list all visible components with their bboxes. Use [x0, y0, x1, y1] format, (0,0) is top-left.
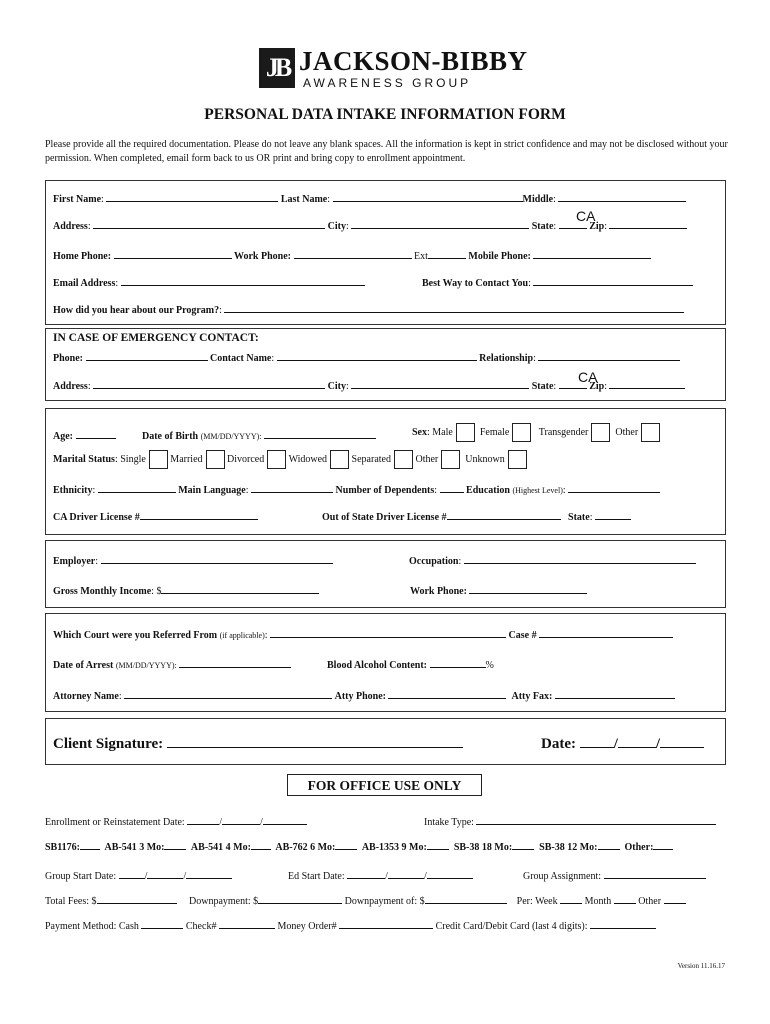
money-order-label: Money Order#: [277, 921, 337, 932]
court-row: Which Court were you Referred From (if applicable): Case #: [53, 628, 673, 641]
emergency-header: IN CASE OF EMERGENCY CONTACT:: [53, 332, 259, 344]
arrest-row: [53, 658, 291, 671]
dob-label: Date of Birth: [142, 431, 199, 442]
intake-field[interactable]: [476, 815, 716, 825]
ext-label: Ext: [414, 251, 428, 262]
dependents-field[interactable]: [440, 483, 464, 493]
oos-state-field[interactable]: [595, 510, 631, 520]
oos-license-field[interactable]: [447, 510, 561, 520]
atty-fax-label: Atty Fax:: [511, 691, 553, 702]
relationship-field[interactable]: [538, 351, 680, 361]
emergency-address-field[interactable]: [93, 379, 325, 389]
program-row: [45, 840, 673, 853]
heard-row: How did you hear about our Program?:: [53, 303, 684, 316]
program-ab762-6-field[interactable]: [335, 840, 357, 850]
credit-card-field[interactable]: [590, 919, 656, 929]
contact-name-field[interactable]: [277, 351, 477, 361]
sex-other-checkbox[interactable]: [641, 423, 660, 442]
employer-field[interactable]: [101, 554, 333, 564]
bac-field[interactable]: [430, 658, 486, 668]
group-start-month[interactable]: [119, 869, 145, 879]
program-sb38-18-field[interactable]: [512, 840, 534, 850]
program-ab1353-9: AB-1353 9 Mo:: [361, 842, 427, 853]
sig-date-day[interactable]: [618, 735, 656, 748]
occupation-label: Occupation: [409, 556, 459, 567]
oos-state-label: State: [568, 512, 590, 523]
state-label: State: [531, 221, 554, 232]
program-ab1353-9-field[interactable]: [427, 840, 449, 850]
month-field[interactable]: [614, 894, 636, 904]
signature-date-row: Date: / /: [541, 735, 704, 753]
occupation-field[interactable]: [464, 554, 696, 564]
first-name-field[interactable]: [106, 192, 278, 202]
address-field[interactable]: [93, 219, 325, 229]
emergency-address-label: Address: [53, 381, 88, 392]
program-ab541-3-field[interactable]: [164, 840, 186, 850]
ethnicity-label: Ethnicity: [53, 485, 93, 496]
marital-other-label: Other: [415, 453, 439, 465]
marital-label: Marital Status: [53, 453, 115, 465]
address-row: Address: City: State: Zip:: [53, 219, 687, 232]
email-label: Email Address: [53, 278, 116, 289]
downpayment-field[interactable]: [258, 894, 342, 904]
group-assign-field[interactable]: [604, 869, 706, 879]
program-sb38-12: SB-38 12 Mo:: [539, 842, 598, 853]
enroll-year[interactable]: [263, 815, 307, 825]
sig-date-month[interactable]: [580, 735, 614, 748]
court-field[interactable]: [270, 628, 506, 638]
mobile-phone-field[interactable]: [533, 249, 651, 259]
city-field[interactable]: [351, 219, 529, 229]
emp-work-phone-row: [410, 584, 587, 597]
program-sb1176: SB1176:: [45, 842, 81, 853]
arrest-label: Date of Arrest: [53, 660, 114, 671]
oos-license-row: Out of State Driver License # State:: [322, 510, 631, 523]
sex-label: Sex: [412, 426, 427, 438]
emergency-phone-field[interactable]: [86, 351, 208, 361]
ca-license-label: CA Driver License #: [53, 512, 140, 523]
enroll-day[interactable]: [222, 815, 260, 825]
relationship-label: Relationship: [479, 353, 534, 364]
sex-male-label: Male: [432, 426, 453, 438]
middle-name-field[interactable]: [558, 192, 686, 202]
enroll-month[interactable]: [187, 815, 219, 825]
sex-other-label: Other: [615, 426, 639, 438]
email-row: Email Address:: [53, 276, 365, 289]
oos-license-label: Out of State Driver License #: [322, 512, 447, 523]
emp-work-phone-label: Work Phone:: [410, 586, 467, 597]
heard-field[interactable]: [224, 303, 684, 313]
dob-format: (MM/DD/YYYY):: [200, 432, 262, 441]
marital-single-checkbox[interactable]: [149, 450, 168, 469]
ed-start-day[interactable]: [388, 869, 424, 879]
education-label: Education: [466, 485, 510, 496]
group-start-label: Group Start Date:: [45, 871, 117, 882]
office-use-header: FOR OFFICE USE ONLY: [287, 774, 482, 796]
income-field[interactable]: [161, 584, 319, 594]
program-sb38-12-field[interactable]: [598, 840, 620, 850]
sex-male-checkbox[interactable]: [456, 423, 475, 442]
total-fees-label: Total Fees: $: [45, 896, 97, 907]
mobile-phone-label: Mobile Phone:: [468, 251, 531, 262]
home-phone-field[interactable]: [114, 249, 232, 259]
first-name-row: First Name: Last Name: Middle:: [53, 192, 686, 205]
sex-row: Sex: Male Female Transgender Other: [412, 423, 660, 442]
company-name: JACKSON-BIBBY: [299, 46, 528, 76]
contact-name-label: Contact Name: [210, 353, 272, 364]
marital-divorced-label: Divorced: [227, 453, 265, 465]
per-week-label: Per: Week: [516, 896, 558, 907]
atty-phone-label: Atty Phone:: [334, 691, 386, 702]
form-title: PERSONAL DATA INTAKE INFORMATION FORM: [204, 106, 566, 123]
employment-section: [45, 540, 726, 608]
last-name-label: Last Name: [280, 194, 328, 205]
email-field[interactable]: [121, 276, 365, 286]
marital-unknown-label: Unknown: [465, 453, 505, 465]
marital-widowed-label: Widowed: [288, 453, 328, 465]
emergency-zip-field[interactable]: [609, 379, 685, 389]
marital-single-label: Single: [120, 453, 146, 465]
work-phone-field[interactable]: [294, 249, 412, 259]
best-way-field[interactable]: [533, 276, 693, 286]
court-note: (if applicable): [219, 631, 265, 640]
education-field[interactable]: [568, 483, 660, 493]
program-other-field[interactable]: [653, 840, 673, 850]
marital-unknown-checkbox[interactable]: [508, 450, 527, 469]
ext-field[interactable]: [428, 249, 466, 259]
home-phone-label: Home Phone:: [53, 251, 112, 262]
work-phone-label: Work Phone:: [234, 251, 291, 262]
group-start-year[interactable]: [186, 869, 232, 879]
other-label: Other: [638, 896, 662, 907]
month-label: Month: [584, 896, 612, 907]
phone-row: [53, 249, 651, 262]
age-label: Age:: [53, 431, 73, 442]
program-sb1176-field[interactable]: [80, 840, 100, 850]
ethnicity-row: Ethnicity: Main Language: Number of Dependents: Education (Highest Level):: [53, 483, 660, 496]
language-label: Main Language: [178, 485, 246, 496]
heard-label: How did you hear about our Program?: [53, 305, 220, 316]
emergency-city-label: City: [327, 381, 346, 392]
bac-label: Blood Alcohol Content:: [327, 660, 428, 671]
atty-fax-field[interactable]: [555, 689, 675, 699]
employer-label: Employer: [53, 556, 96, 567]
attorney-field[interactable]: [124, 689, 332, 699]
cash-field[interactable]: [141, 919, 183, 929]
sex-transgender-checkbox[interactable]: [591, 423, 610, 442]
income-row: Gross Monthly Income: $: [53, 584, 319, 597]
credit-card-label: Credit Card/Debit Card (last 4 digits):: [435, 921, 588, 932]
version-label: Version 11.16.17: [677, 962, 725, 970]
marital-divorced-checkbox[interactable]: [267, 450, 286, 469]
atty-phone-field[interactable]: [388, 689, 506, 699]
occupation-row: Occupation:: [409, 554, 696, 567]
employer-row: Employer:: [53, 554, 333, 567]
fees-row: [45, 894, 686, 907]
ed-start-row: Ed Start Date: / /: [288, 869, 473, 882]
emergency-state-value: CA: [578, 369, 598, 385]
arrest-field[interactable]: [179, 658, 291, 668]
dependents-label: Number of Dependents: [335, 485, 435, 496]
middle-label: Middle: [522, 194, 554, 205]
attorney-label: Attorney Name: [53, 691, 119, 702]
best-way-row: Best Way to Contact You:: [422, 276, 693, 289]
emergency-phone-label: Phone:: [53, 353, 83, 364]
marital-separated-checkbox[interactable]: [394, 450, 413, 469]
program-other: Other:: [624, 842, 654, 853]
total-fees-field[interactable]: [97, 894, 177, 904]
group-assign-row: [523, 869, 706, 882]
downpayment-of-field[interactable]: [425, 894, 507, 904]
emergency-row-1: Phone: Contact Name: Relationship:: [53, 351, 680, 364]
check-field[interactable]: [219, 919, 275, 929]
language-field[interactable]: [251, 483, 333, 493]
dob-row: [142, 429, 376, 442]
program-sb38-18: SB-38 18 Mo:: [453, 842, 513, 853]
emergency-row-2: Address: City: State: Zip:: [53, 379, 685, 392]
court-label: Which Court were you Referred From: [53, 630, 218, 641]
signature-date-label: Date:: [541, 736, 576, 752]
downpayment-of-label: Downpayment of: $: [344, 896, 425, 907]
marital-married-checkbox[interactable]: [206, 450, 225, 469]
other-field[interactable]: [664, 894, 686, 904]
intake-row: [424, 815, 716, 828]
program-ab541-4: AB-541 4 Mo:: [190, 842, 251, 853]
client-signature-field[interactable]: [167, 735, 463, 748]
group-assign-label: Group Assignment:: [523, 871, 602, 882]
company-logo-mark: JB: [259, 48, 295, 88]
ed-start-label: Ed Start Date:: [288, 871, 345, 882]
marital-separated-label: Separated: [351, 453, 391, 465]
money-order-field[interactable]: [339, 919, 433, 929]
company-subtitle: AWARENESS GROUP: [303, 76, 472, 90]
marital-other-checkbox[interactable]: [441, 450, 460, 469]
attorney-row: Attorney Name: Atty Phone: Atty Fax:: [53, 689, 675, 702]
enroll-label: Enrollment or Reinstatement Date:: [45, 817, 185, 828]
program-ab762-6: AB-762 6 Mo:: [275, 842, 336, 853]
client-signature-label: Client Signature:: [53, 736, 164, 752]
address-label: Address: [53, 221, 88, 232]
education-note: (Highest Level): [512, 486, 563, 495]
case-field[interactable]: [539, 628, 673, 638]
income-prefix: $: [156, 586, 162, 597]
age-row: [53, 429, 116, 442]
group-start-day[interactable]: [147, 869, 183, 879]
best-way-label: Best Way to Contact You: [422, 278, 529, 289]
ed-start-year[interactable]: [427, 869, 473, 879]
state-value: CA: [576, 208, 596, 224]
sig-date-year[interactable]: [660, 735, 704, 748]
enroll-row: Enrollment or Reinstatement Date: / /: [45, 815, 307, 828]
marital-row: Marital Status: Single Married Divorced Widowed Separated Other Unknown: [53, 450, 527, 469]
sex-female-checkbox[interactable]: [512, 423, 531, 442]
ethnicity-field[interactable]: [98, 483, 176, 493]
marital-widowed-checkbox[interactable]: [330, 450, 349, 469]
program-ab541-4-field[interactable]: [251, 840, 271, 850]
downpayment-label: Downpayment: $: [189, 896, 259, 907]
ca-license-field[interactable]: [140, 510, 258, 520]
arrest-format: (MM/DD/YYYY):: [115, 661, 177, 670]
ed-start-month[interactable]: [347, 869, 385, 879]
bac-unit: %: [485, 660, 494, 671]
dob-field[interactable]: [264, 429, 376, 439]
first-name-label: First Name: [53, 194, 102, 205]
zip-field[interactable]: [609, 219, 687, 229]
age-field[interactable]: [76, 429, 116, 439]
ca-license-row: [53, 510, 258, 523]
income-label: Gross Monthly Income: [53, 586, 152, 597]
emergency-zip-label: Zip: [589, 381, 605, 392]
intake-label: Intake Type:: [424, 817, 474, 828]
emergency-city-field[interactable]: [351, 379, 529, 389]
sex-transgender-label: Transgender: [538, 426, 589, 438]
marital-married-label: Married: [170, 453, 203, 465]
client-signature-row: [53, 735, 463, 753]
form-instructions: Please provide all the required documentation. Please do not leave any blank spaces. All the information is kept in strict confidence and may not be disclosed without your permission. When completed, email form back to us OR print and bring copy to enrollment appointment.: [45, 139, 728, 164]
emergency-state-label: State: [531, 381, 554, 392]
program-ab541-3: AB-541 3 Mo:: [104, 842, 165, 853]
payment-cash-label: Payment Method: Cash: [45, 921, 139, 932]
check-label: Check#: [185, 921, 217, 932]
case-label: Case #: [508, 630, 537, 641]
bac-row: [327, 658, 494, 671]
payment-row: [45, 919, 656, 932]
group-start-row: Group Start Date: / /: [45, 869, 232, 882]
last-name-field[interactable]: [333, 192, 523, 202]
per-week-field[interactable]: [560, 894, 582, 904]
zip-label: Zip: [589, 221, 605, 232]
city-label: City: [327, 221, 346, 232]
emp-work-phone-field[interactable]: [469, 584, 587, 594]
sex-female-label: Female: [479, 426, 510, 438]
